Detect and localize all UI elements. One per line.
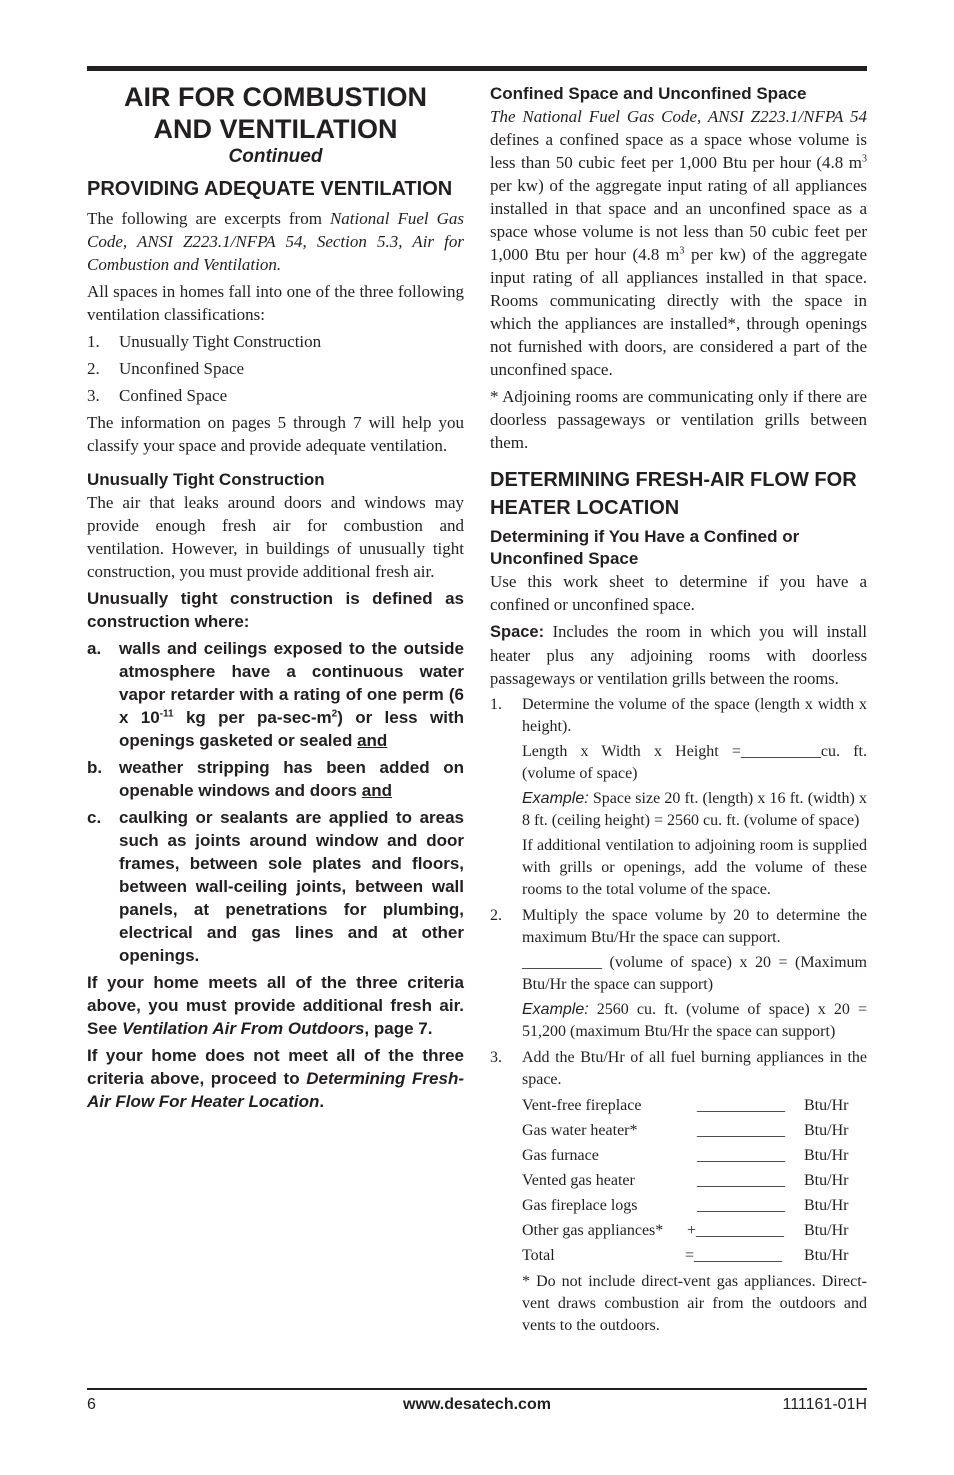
text-run: weather stripping has been added on openable windows and doors: [119, 758, 464, 800]
appliance-row: [522, 1093, 867, 1118]
confined-space-paragraph: [490, 105, 867, 381]
text-run: .: [319, 1092, 325, 1111]
appliance-unit: Btu/Hr: [804, 1097, 849, 1114]
space-definition: [490, 620, 867, 690]
footer-rule: [87, 1388, 867, 1390]
code-citation: The National Fuel Gas Code, ANSI Z223.1/NFPA 54: [490, 107, 867, 126]
appliance-unit: Btu/Hr: [804, 1147, 849, 1164]
criteria-label: a.: [87, 639, 102, 658]
appliance-blank: +___________: [687, 1222, 785, 1239]
underlined-and: and: [357, 731, 388, 750]
appliance-row: [522, 1143, 867, 1168]
appliance-name: Vented gas heater: [522, 1172, 635, 1189]
defined-paragraph: Unusually tight construction is defined as construction where:: [87, 589, 464, 631]
example-label: Example:: [522, 790, 589, 807]
appliance-name: Vent-free fireplace: [522, 1097, 642, 1114]
direct-vent-note: * Do not include direct-vent gas appliances. Direct-vent draws combustion air from the outdoors and vents to the outdoors.: [522, 1273, 867, 1334]
appliance-table: [522, 1093, 867, 1268]
intro-text: The following are excerpts from: [87, 209, 330, 228]
text-run: walls and ceilings exposed to the outside atmosphere have a continuous water vapor retarder with a rating of one perm (6 x 10: [119, 639, 464, 727]
meets-criteria-paragraph: [87, 971, 464, 1040]
appliance-blank: ___________: [697, 1097, 785, 1114]
appliance-name: Other gas appliances*: [522, 1222, 664, 1239]
right-column: [490, 83, 867, 1337]
criteria-item-c: [87, 806, 464, 967]
worksheet-step-3: [490, 1047, 867, 1337]
appliance-blank: ___________: [697, 1147, 785, 1164]
list-item: [87, 330, 464, 353]
criteria-item-a: [87, 637, 464, 752]
title-line-1: AIR FOR COMBUSTION: [124, 82, 427, 112]
criteria-text: [119, 637, 464, 752]
footer-website-link[interactable]: www.desatech.com: [403, 1396, 551, 1413]
text-run: Space size 20 ft. (length) x 16 ft. (width) x 8 ft. (ceiling height) = 2560 cu. ft. (volume of space): [522, 790, 867, 829]
appliance-unit: Btu/Hr: [804, 1197, 849, 1214]
superscript: 3: [679, 245, 685, 257]
criteria-label: c.: [87, 808, 102, 827]
text-run: Includes the room in which you will install heater plus any adjoining rooms with doorless passageways or ventilation grills between the rooms.: [490, 622, 867, 688]
appliance-unit: Btu/Hr: [804, 1172, 849, 1189]
text-run: If your home meets all of the three criteria above, you must provide additional fresh air. See: [87, 973, 464, 1038]
appliance-name: Total: [522, 1247, 555, 1264]
adjoining-rooms-note: * Adjoining rooms are communicating only if there are doorless passageways or ventilation grills between them.: [490, 387, 867, 452]
superscript: -11: [159, 708, 174, 720]
step-content: [522, 1047, 867, 1337]
left-column: [87, 79, 464, 1113]
classification-list: [87, 330, 464, 407]
step-text: Multiply the space volume by 20 to determine the maximum Btu/Hr the space can support.: [522, 907, 867, 946]
cross-reference: Determining Fresh-Air Flow For Heater Location: [87, 1069, 464, 1111]
btu-formula: __________ (volume of space) x 20 = (Maximum Btu/Hr the space can support): [522, 954, 867, 993]
title-continued: Continued: [228, 146, 323, 167]
superscript: 3: [862, 153, 867, 165]
appliance-unit: Btu/Hr: [804, 1222, 849, 1239]
step-content: [522, 694, 867, 901]
volume-formula: Length x Width x Height =__________cu. ft. (volume of space): [522, 743, 867, 782]
tight-construction-paragraph: The air that leaks around doors and windows may provide enough fresh air for combustion and ventilation. However, in buildings of unusually tight construction, you must provide additional fresh air.: [87, 493, 464, 581]
worksheet-paragraph: Use this work sheet to determine if you have a confined or unconfined space.: [490, 572, 867, 614]
intro-citation: National Fuel Gas Code, ANSI Z223.1/NFPA 54, Section 5.3, Air for Combustion and Ventilation.: [87, 209, 464, 274]
tight-construction-heading: Unusually Tight Construction: [87, 470, 325, 489]
step-text: Add the Btu/Hr of all fuel burning appliances in the space.: [522, 1049, 867, 1088]
underlined-and: and: [361, 781, 392, 800]
step-example: [522, 999, 867, 1043]
list-number: 2.: [87, 359, 100, 378]
additional-note: If additional ventilation to adjoining room is supplied with grills or openings, add the volume of these rooms to the total volume of the space.: [522, 837, 867, 898]
list-number: 3.: [87, 386, 100, 405]
fresh-air-heading: DETERMINING FRESH-AIR FLOW FOR HEATER LOCATION: [490, 469, 857, 519]
cross-reference: Ventilation Air From Outdoors: [121, 1019, 365, 1038]
list-text: Unusually Tight Construction: [119, 332, 322, 351]
appliance-name: Gas furnace: [522, 1147, 599, 1164]
space-label: Space:: [490, 623, 545, 641]
title-line-2: AND VENTILATION: [153, 114, 398, 144]
text-run: per kw) of the aggregate input rating of all appliances installed in that space. Rooms communicating directly with the space in which the appliances are installed*, through openings not furnished with doors, are considered a part of the unconfined space.: [490, 245, 867, 379]
criteria-item-b: [87, 756, 464, 802]
text-run: 2560 cu. ft. (volume of space) x 20 = 51,200 (maximum Btu/Hr the space can support): [522, 1001, 867, 1040]
criteria-list: [87, 637, 464, 967]
criteria-text: caulking or sealants are applied to areas such as joints around window and door frames, between sole plates and floors, between wall-ceiling joints, between wall panels, at penetrations for plumbing, electrical and gas lines and at other openings.: [119, 808, 464, 965]
not-meets-criteria-paragraph: [87, 1044, 464, 1113]
text-run: kg per pa-sec-m: [173, 708, 332, 727]
list-item: [87, 357, 464, 380]
appliance-name: Gas water heater*: [522, 1122, 638, 1139]
list-item: [87, 384, 464, 407]
list-text: Confined Space: [119, 386, 228, 405]
appliance-row: [522, 1118, 867, 1143]
confined-or-unconfined-heading: Determining if You Have a Confined or Unconfined Space: [490, 527, 800, 568]
appliance-blank: =___________: [685, 1247, 783, 1264]
example-label: Example:: [522, 1001, 589, 1018]
step-number: 2.: [490, 907, 502, 924]
document-number: 111161-01H: [782, 1396, 867, 1413]
appliance-blank: ___________: [697, 1122, 785, 1139]
text-run: ) or less with openings gasketed or sealed: [119, 708, 464, 750]
appliance-unit: Btu/Hr: [804, 1247, 849, 1264]
text-run: , page 7.: [364, 1019, 433, 1038]
page-title: [87, 81, 464, 145]
page-number: 6: [87, 1396, 96, 1413]
criteria-label: b.: [87, 758, 103, 777]
intro-paragraph: [87, 207, 464, 276]
appliance-row: [522, 1218, 867, 1243]
step-number: 3.: [490, 1049, 502, 1066]
list-number: 1.: [87, 332, 100, 351]
spaces-paragraph: All spaces in homes fall into one of the three following ventilation classifications:: [87, 282, 464, 324]
text-run: per kw) of the aggregate input rating of all appliances installed in that space and an unconfined space as a space whose volume is not less than 50 cubic feet per 1,000 Btu per hour (4.8 m: [490, 176, 867, 264]
text-run: If your home does not meet all of the three criteria above, proceed to: [87, 1046, 464, 1088]
list-text: Unconfined Space: [119, 359, 245, 378]
confined-space-heading: Confined Space and Unconfined Space: [490, 84, 807, 103]
worksheet-step-1: [490, 694, 867, 901]
step-text: Determine the volume of the space (length x width x height).: [522, 696, 867, 735]
info-paragraph: The information on pages 5 through 7 will help you classify your space and provide adequate ventilation.: [87, 413, 464, 455]
appliance-name: Gas fireplace logs: [522, 1197, 638, 1214]
criteria-text: [119, 756, 464, 802]
appliance-row-total: [522, 1243, 867, 1268]
superscript: 2: [331, 708, 338, 720]
text-run: defines a confined space as a space whose volume is less than 50 cubic feet per 1,000 Btu per hour (4.8 m: [490, 130, 867, 172]
section-heading-providing-ventilation: PROVIDING ADEQUATE VENTILATION: [87, 178, 453, 200]
appliance-blank: ___________: [697, 1197, 785, 1214]
step-number: 1.: [490, 696, 502, 713]
top-rule: [87, 66, 867, 71]
step-content: [522, 905, 867, 1043]
appliance-row: [522, 1168, 867, 1193]
appliance-unit: Btu/Hr: [804, 1122, 849, 1139]
step-example: [522, 788, 867, 832]
appliance-blank: ___________: [697, 1172, 785, 1189]
appliance-row: [522, 1193, 867, 1218]
worksheet-step-2: [490, 905, 867, 1043]
